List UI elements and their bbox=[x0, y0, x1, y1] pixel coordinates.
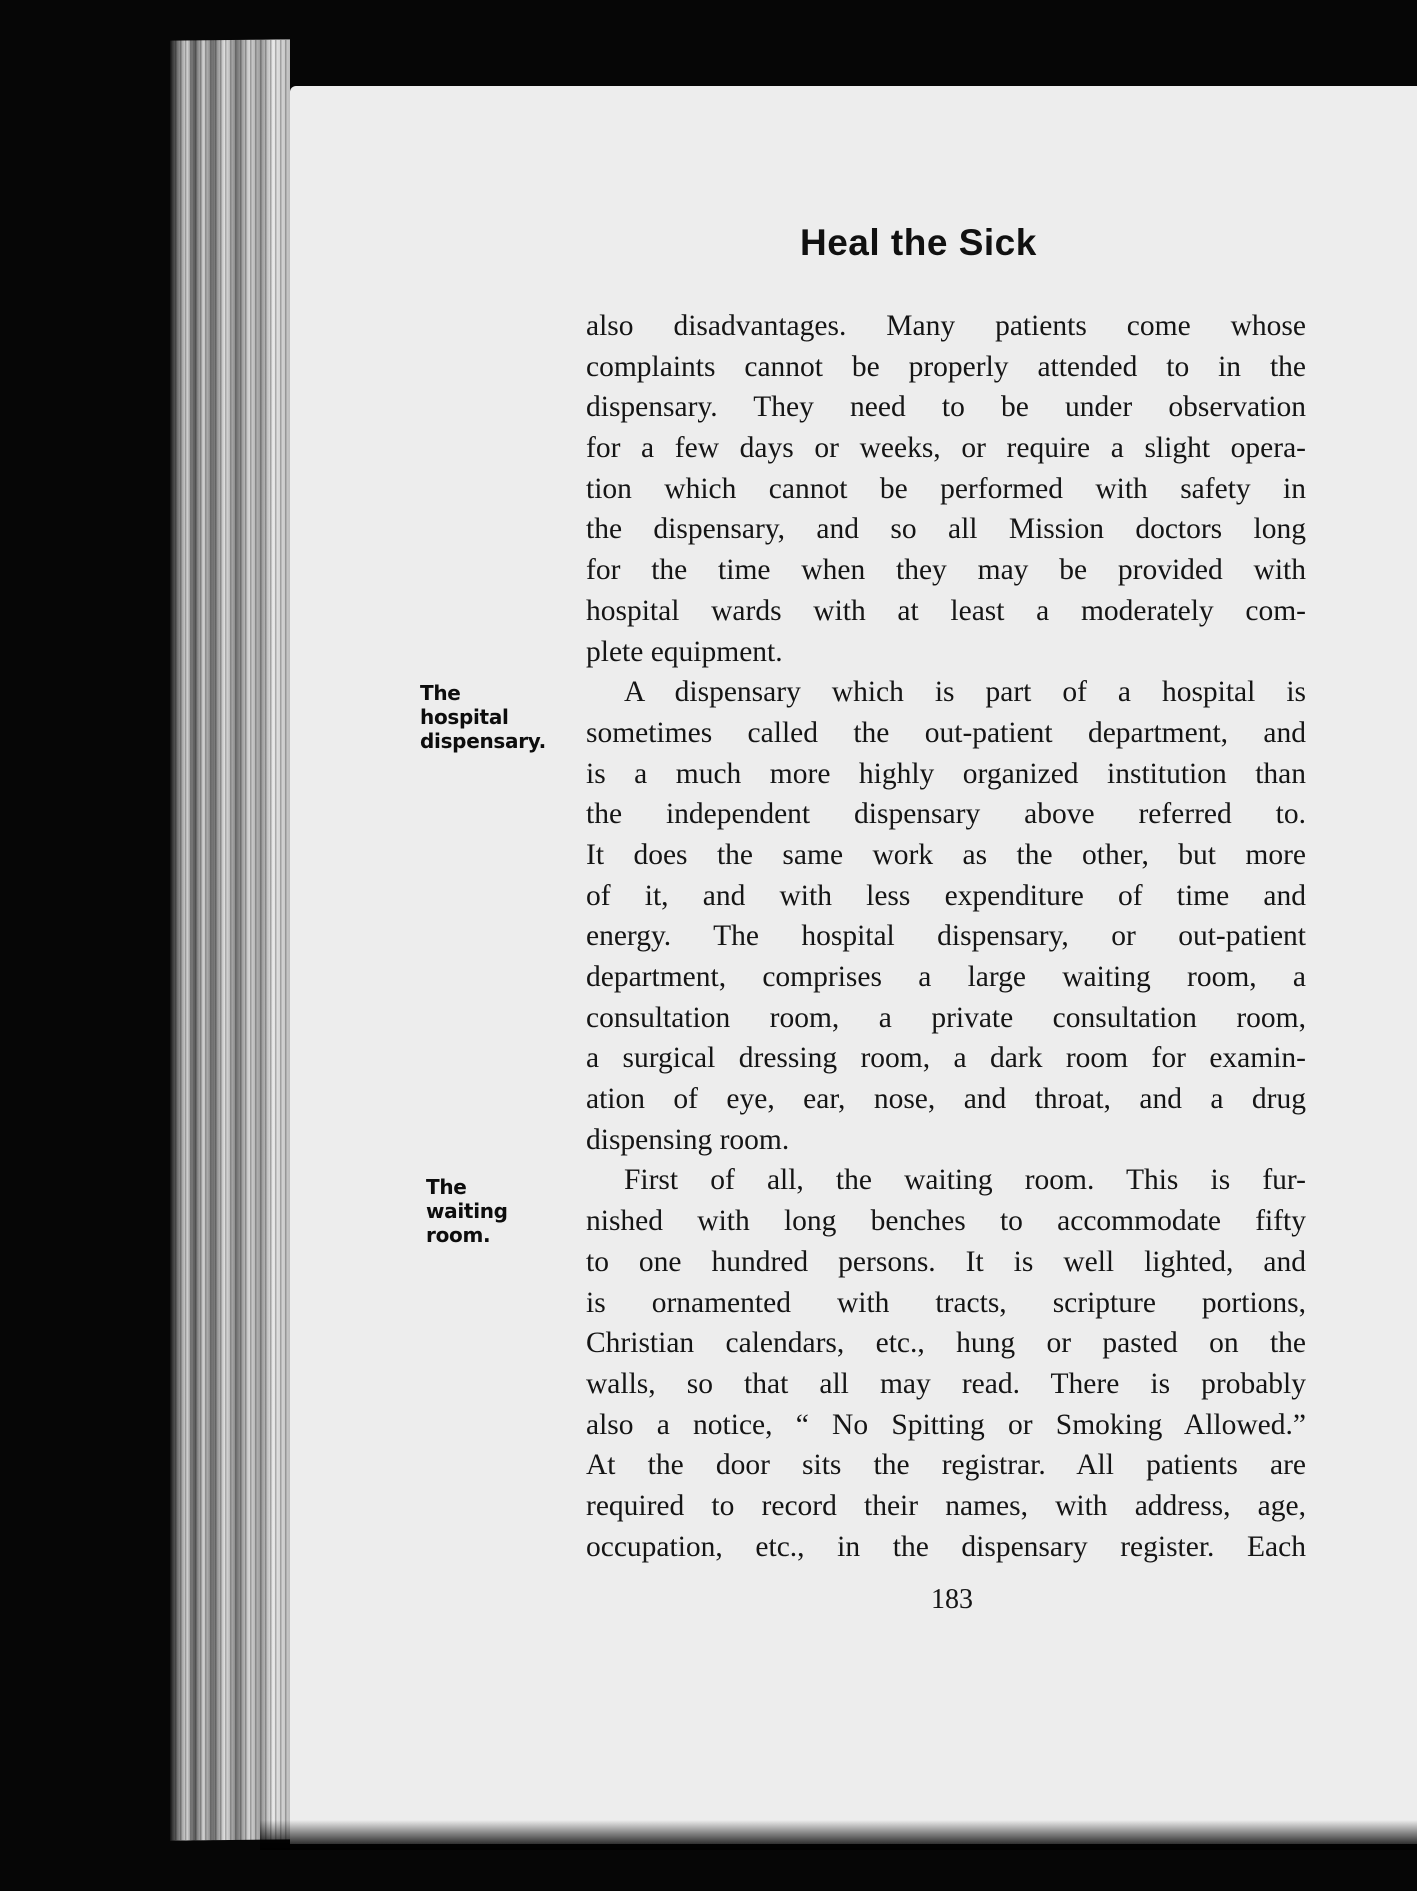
body-line: consultation room, a private consultation room, bbox=[586, 1001, 1306, 1034]
body-line: occupation, etc., in the dispensary register. Each bbox=[586, 1530, 1306, 1563]
page-stack-lines bbox=[170, 40, 290, 1840]
body-line: complaints cannot be properly attended to in the bbox=[586, 350, 1306, 383]
body-line: required to record their names, with address, age, bbox=[586, 1489, 1306, 1522]
body-line: At the door sits the registrar. All patients are bbox=[586, 1449, 1306, 1482]
body-line: dispensing room. bbox=[586, 1123, 790, 1156]
body-line: walls, so that all may read. There is probably bbox=[586, 1367, 1306, 1400]
body-line: hospital wards with at least a moderately com- bbox=[586, 594, 1306, 627]
body-line: energy. The hospital dispensary, or out-patient bbox=[586, 920, 1306, 953]
body-line: is ornamented with tracts, scripture portions, bbox=[586, 1286, 1306, 1319]
body-line: also disadvantages. Many patients come whose bbox=[586, 310, 1306, 342]
sidenote-line: dispensary. bbox=[420, 729, 546, 753]
sidenote-line: The bbox=[420, 681, 461, 705]
body-line: of it, and with less expenditure of time and bbox=[586, 879, 1306, 912]
body-line: is a much more highly organized institution than bbox=[586, 757, 1306, 790]
body-line: First of all, the waiting room. This is fur- bbox=[624, 1164, 1306, 1197]
page-bottom-shadow bbox=[260, 1820, 1417, 1850]
page-number: 183 bbox=[931, 1584, 973, 1615]
body-line: the dispensary, and so all Mission doctors long bbox=[586, 513, 1306, 546]
body-line: ation of eye, ear, nose, and throat, and a drug bbox=[586, 1083, 1306, 1116]
body-text bbox=[586, 306, 1306, 1567]
body-line: the independent dispensary above referred to. bbox=[586, 798, 1306, 831]
sidenote-line: The bbox=[426, 1175, 467, 1199]
running-head: Heal the Sick bbox=[800, 222, 1037, 263]
body-line: Christian calendars, etc., hung or pasted on the bbox=[586, 1327, 1306, 1360]
sidenote-line: waiting bbox=[426, 1199, 508, 1223]
body-line: for a few days or weeks, or require a slight opera- bbox=[586, 432, 1306, 465]
body-line: tion which cannot be performed with safety in bbox=[586, 472, 1306, 505]
body-line: nished with long benches to accommodate fifty bbox=[586, 1205, 1306, 1238]
sidenote-line: room. bbox=[426, 1223, 491, 1247]
body-line: sometimes called the out-patient department, and bbox=[586, 716, 1306, 749]
body-line: A dispensary which is part of a hospital is bbox=[624, 676, 1306, 709]
body-line: dispensary. They need to be under observation bbox=[586, 391, 1306, 424]
body-line: It does the same work as the other, but more bbox=[586, 838, 1306, 871]
body-line: a surgical dressing room, a dark room for examin- bbox=[586, 1042, 1306, 1075]
body-line: plete equipment. bbox=[586, 635, 783, 668]
body-line: for the time when they may be provided with bbox=[586, 554, 1306, 587]
sidenote-line: hospital bbox=[420, 705, 509, 729]
body-line: also a notice, “ No Spitting or Smoking Allowed.” bbox=[586, 1408, 1306, 1441]
body-line: to one hundred persons. It is well lighted, and bbox=[586, 1245, 1306, 1278]
sidenote-hospital-dispensary bbox=[420, 681, 546, 753]
sidenote-waiting-room bbox=[426, 1175, 508, 1247]
body-line: department, comprises a large waiting room, a bbox=[586, 961, 1306, 993]
